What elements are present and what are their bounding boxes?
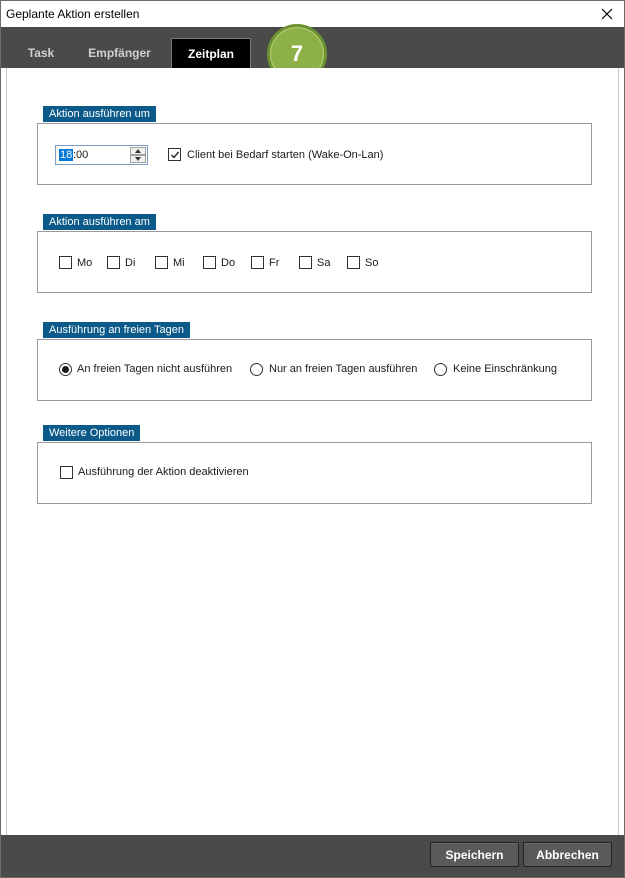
day-checkbox-fr[interactable] [251, 256, 264, 269]
time-spin-down-button[interactable] [130, 155, 146, 163]
radio-label-not-on-holidays: An freien Tagen nicht ausführen [77, 363, 233, 375]
day-checkbox-di[interactable] [107, 256, 120, 269]
time-hours-selected: 18 [60, 149, 73, 161]
day-label-fr: Fr [269, 257, 280, 269]
time-spin-up-button[interactable] [130, 147, 146, 155]
wake-on-lan-checkbox[interactable] [168, 148, 181, 161]
days-group [37, 231, 592, 293]
day-label-do: Do [221, 257, 236, 269]
chevron-up-icon [135, 149, 141, 153]
radio-no-restriction[interactable] [434, 363, 447, 376]
day-checkbox-mi[interactable] [155, 256, 168, 269]
day-label-mo: Mo [77, 257, 93, 269]
radio-selected-dot [62, 366, 69, 373]
holidays-group-label: Ausführung an freien Tagen [43, 322, 190, 338]
time-input[interactable] [55, 145, 148, 165]
day-label-so: So [365, 257, 379, 269]
step-badge: 7 [267, 24, 327, 84]
tab-task[interactable]: Task [27, 46, 55, 60]
wake-on-lan-label: Client bei Bedarf starten (Wake-On-Lan) [187, 149, 384, 161]
day-checkbox-mo[interactable] [59, 256, 72, 269]
chevron-down-icon [135, 157, 141, 161]
save-button[interactable]: Speichern [430, 842, 519, 867]
day-checkbox-sa[interactable] [299, 256, 312, 269]
tab-empfaenger[interactable]: Empfänger [88, 46, 151, 60]
close-button[interactable] [590, 1, 624, 27]
checkmark-icon [170, 150, 180, 160]
tab-zeitplan[interactable]: Zeitplan [171, 38, 251, 68]
more-options-group-label: Weitere Optionen [43, 425, 140, 441]
day-label-di: Di [125, 257, 136, 269]
radio-label-no-restriction: Keine Einschränkung [453, 363, 557, 375]
disable-action-label: Ausführung der Aktion deaktivieren [78, 466, 249, 478]
day-checkbox-so[interactable] [347, 256, 360, 269]
radio-only-on-holidays[interactable] [250, 363, 263, 376]
day-label-sa: Sa [317, 257, 331, 269]
window-title: Geplante Aktion erstellen [6, 7, 140, 21]
close-icon [601, 8, 613, 20]
cancel-button[interactable]: Abbrechen [523, 842, 612, 867]
disable-action-checkbox[interactable] [60, 466, 73, 479]
day-label-mi: Mi [173, 257, 185, 269]
title-bar [1, 1, 624, 27]
day-checkbox-do[interactable] [203, 256, 216, 269]
radio-not-on-holidays[interactable] [59, 363, 72, 376]
footer-bar [1, 835, 624, 877]
time-minutes: :00 [73, 149, 89, 161]
radio-label-only-on-holidays: Nur an freien Tagen ausführen [269, 363, 418, 375]
time-group-label: Aktion ausführen um [43, 106, 156, 122]
days-group-label: Aktion ausführen am [43, 214, 156, 230]
